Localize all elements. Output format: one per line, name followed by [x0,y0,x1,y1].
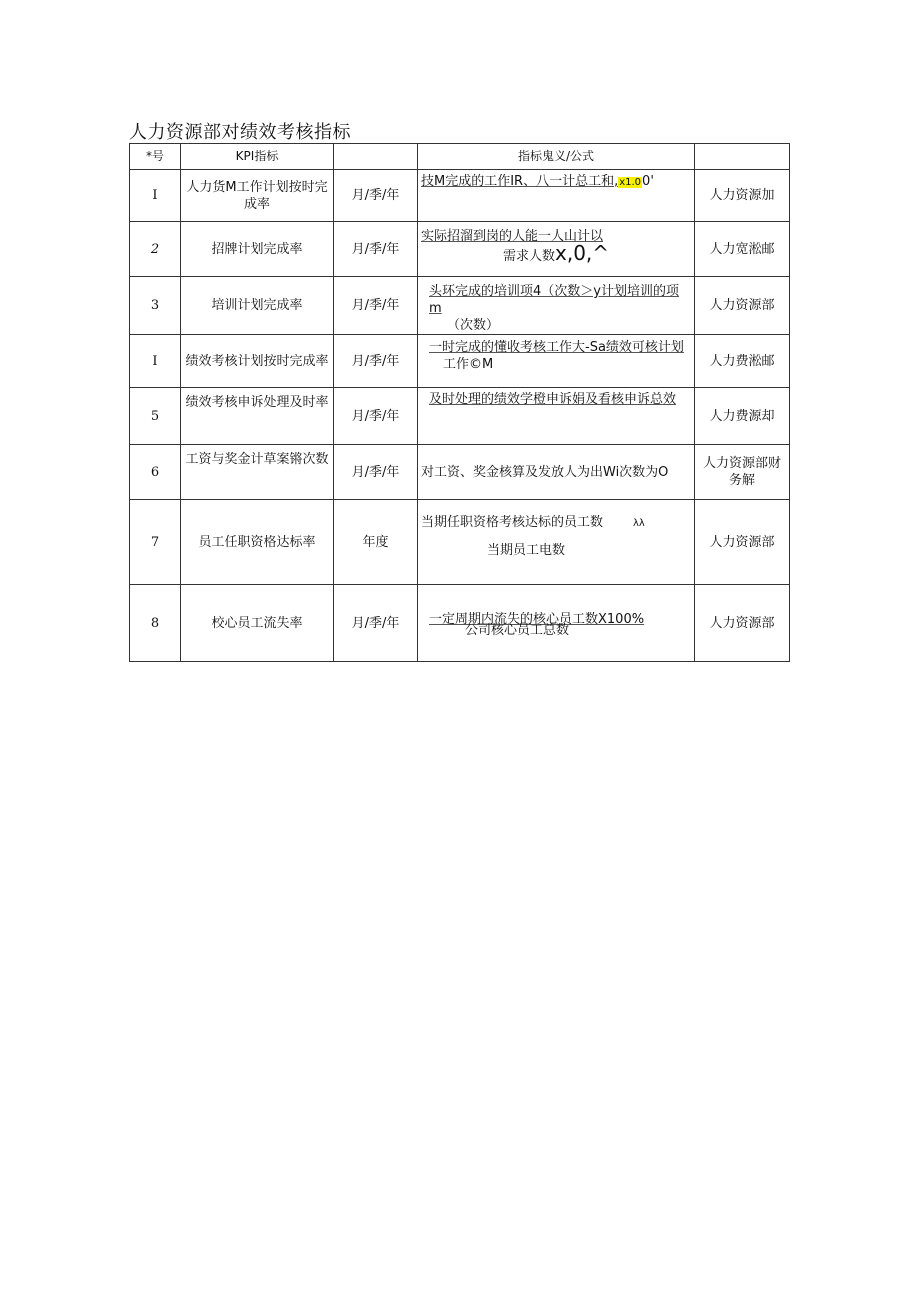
row-number: 6 [130,445,181,500]
table-row [130,585,790,662]
row-number: I [130,170,181,222]
kpi-definition [418,277,695,335]
kpi-name: 校心员工流失率 [181,585,334,662]
page-title: 人力资源部对绩效考核指标 [129,122,351,143]
row-number: 3 [130,277,181,335]
kpi-definition [418,388,695,445]
kpi-cycle: 月/季/年 [334,388,418,445]
kpi-dept: 人力资源部 [695,585,790,662]
table-row [130,388,790,445]
header-kpi: KPI指标 [181,144,334,170]
table-row [130,170,790,222]
header-cycle [334,144,418,170]
definition-suffix: 0' [642,174,654,189]
highlight-mark: x1.0 [619,177,642,188]
kpi-dept: 人力费源却 [695,388,790,445]
row-number: 2 [130,222,181,277]
kpi-dept: 人力资源部 [695,277,790,335]
table-row [130,445,790,500]
kpi-name: 绩效考核计划按时完成率 [181,335,334,388]
definition-numerator: 头环完成的培训项4（次数＞y计划培训的项m [429,284,679,316]
table-row [130,277,790,335]
row-number: I [130,335,181,388]
kpi-cycle: 年度 [334,500,418,585]
kpi-dept: 人力资源加 [695,170,790,222]
kpi-cycle: 月/季/年 [334,277,418,335]
kpi-definition [418,500,695,585]
definition-text: 技M完成的工作IR、八一计总工和, [421,174,619,189]
definition-denominator: 需求人数 [503,249,556,264]
kpi-cycle: 月/季/年 [334,585,418,662]
kpi-definition [418,222,695,277]
kpi-definition [418,335,695,388]
kpi-name: 绩效考核申诉处理及时率 [181,388,334,445]
kpi-name: 员工任职资格达标率 [181,500,334,585]
table-header-row [130,144,790,170]
definition-numerator: 实际招溜到岗的人能一人山计以 [421,229,604,244]
definition-denominator: 工作©M [443,357,494,372]
definition-multiplier: x,0,^ [555,241,610,265]
row-number: 8 [130,585,181,662]
kpi-name: 工资与奖金计草案锵次数 [181,445,334,500]
definition-text: 及时处理的绩效学橙申诉娟及看核申诉总效 [429,392,677,407]
header-definition: 指标鬼义/公式 [418,144,695,170]
kpi-dept: 人力资源部财务解 [695,445,790,500]
header-number: *号 [130,144,181,170]
row-number: 7 [130,500,181,585]
kpi-dept: 人力资源部 [695,500,790,585]
definition-numerator: 一时完成的懂收考核工作大-Sa绩效可核计划 [429,340,684,355]
kpi-cycle: 月/季/年 [334,222,418,277]
kpi-name: 人力货M工作计划按时完成率 [181,170,334,222]
definition-denominator: （次数） [447,318,500,333]
kpi-table [129,143,790,662]
definition-denominator: 公司核心员工总数 [465,623,570,638]
definition-numerator: 一定周期内流失的核心员工数X100% [429,612,645,627]
kpi-definition [418,585,695,662]
definition-denominator: 当期员工电数 [487,543,566,558]
definition-mark: λλ [633,518,645,529]
kpi-cycle: 月/季/年 [334,170,418,222]
kpi-name: 招牌计划完成率 [181,222,334,277]
table-row [130,500,790,585]
table-row [130,335,790,388]
kpi-definition [418,170,695,222]
kpi-definition: 对工资、奖金核算及发放人为出Wi次数为O [418,445,695,500]
row-number: 5 [130,388,181,445]
table-row [130,222,790,277]
kpi-dept: 人力宽淞邮 [695,222,790,277]
kpi-name: 培训计划完成率 [181,277,334,335]
header-dept [695,144,790,170]
kpi-cycle: 月/季/年 [334,335,418,388]
kpi-dept: 人力费淞邮 [695,335,790,388]
kpi-cycle: 月/季/年 [334,445,418,500]
definition-numerator: 当期任职资格考核达标的员工数 [421,515,604,530]
